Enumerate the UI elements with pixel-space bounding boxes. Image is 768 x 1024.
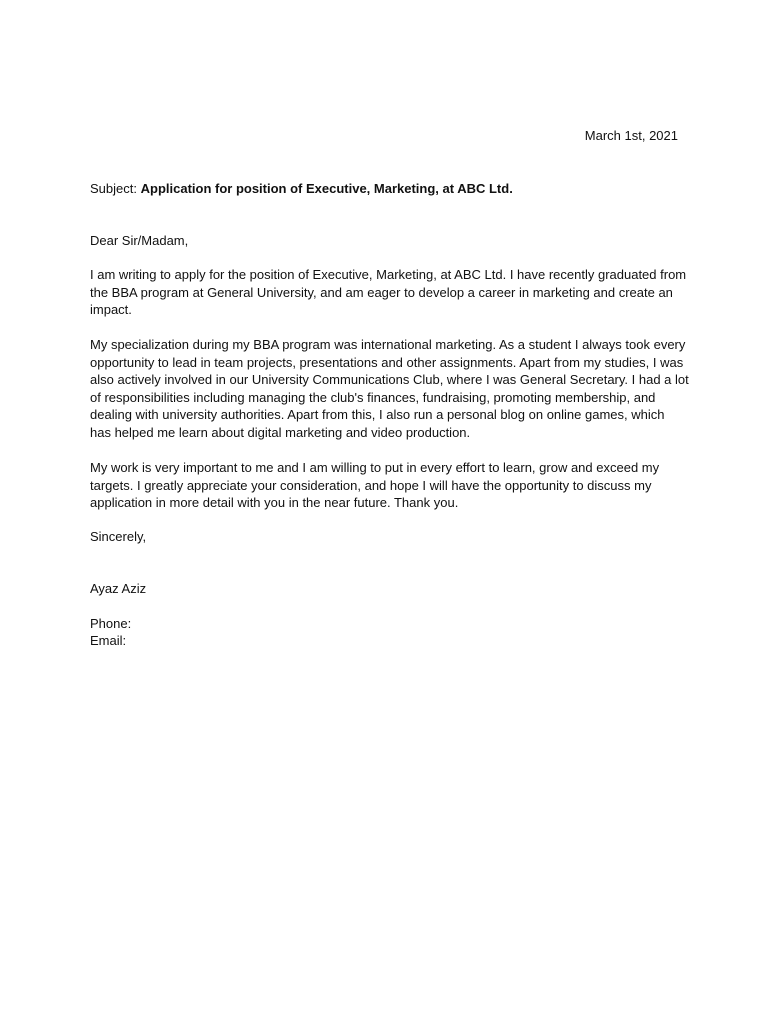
greeting: Dear Sir/Madam, bbox=[90, 233, 189, 248]
paragraph-intro bbox=[90, 266, 690, 319]
paragraph-line: application in more detail with you in the near future. Thank you. bbox=[90, 495, 459, 511]
paragraph-line: has helped me learn about digital marketing and video production. bbox=[90, 424, 471, 440]
paragraph-line: also actively involved in our University Communications Club, where I was General Secretary. I had a lot bbox=[90, 372, 689, 388]
subject-line bbox=[90, 180, 690, 198]
subject-label: Subject: bbox=[90, 181, 137, 196]
paragraph-experience bbox=[90, 336, 690, 442]
paragraph-line: I am writing to apply for the position of Executive, Marketing, at ABC Ltd. I have recently graduated from bbox=[90, 267, 687, 282]
paragraph-line: the BBA program at General University, and am eager to develop a career in marketing and create an bbox=[90, 284, 673, 300]
paragraph-line: dealing with university authorities. Apart from this, I also run a personal blog on online games, which bbox=[90, 407, 665, 423]
closing-salutation: Sincerely, bbox=[90, 529, 147, 544]
letter-date: March 1st, 2021 bbox=[584, 128, 678, 143]
signer-name: Ayaz Aziz bbox=[90, 581, 147, 596]
paragraph-line: targets. I greatly appreciate your consideration, and hope I will have the opportunity to discuss my bbox=[90, 477, 652, 493]
paragraph-line: of responsibilities including managing the club's finances, fundraising, promoting membership, and bbox=[90, 389, 656, 405]
phone-label: Phone: bbox=[90, 616, 132, 631]
paragraph-line: impact. bbox=[90, 302, 132, 318]
paragraph-line: opportunity to lead in team projects, presentations and other assignments. Apart from my studies, I was bbox=[90, 354, 684, 370]
paragraph-line: My work is very important to me and I am willing to put in every effort to learn, grow and exceed my bbox=[90, 460, 660, 475]
email-label: Email: bbox=[90, 633, 127, 648]
subject-text: Application for position of Executive, Marketing, at ABC Ltd. bbox=[140, 181, 513, 196]
paragraph-closing bbox=[90, 459, 690, 512]
paragraph-line: My specialization during my BBA program was international marketing. As a student I always took every bbox=[90, 337, 686, 352]
